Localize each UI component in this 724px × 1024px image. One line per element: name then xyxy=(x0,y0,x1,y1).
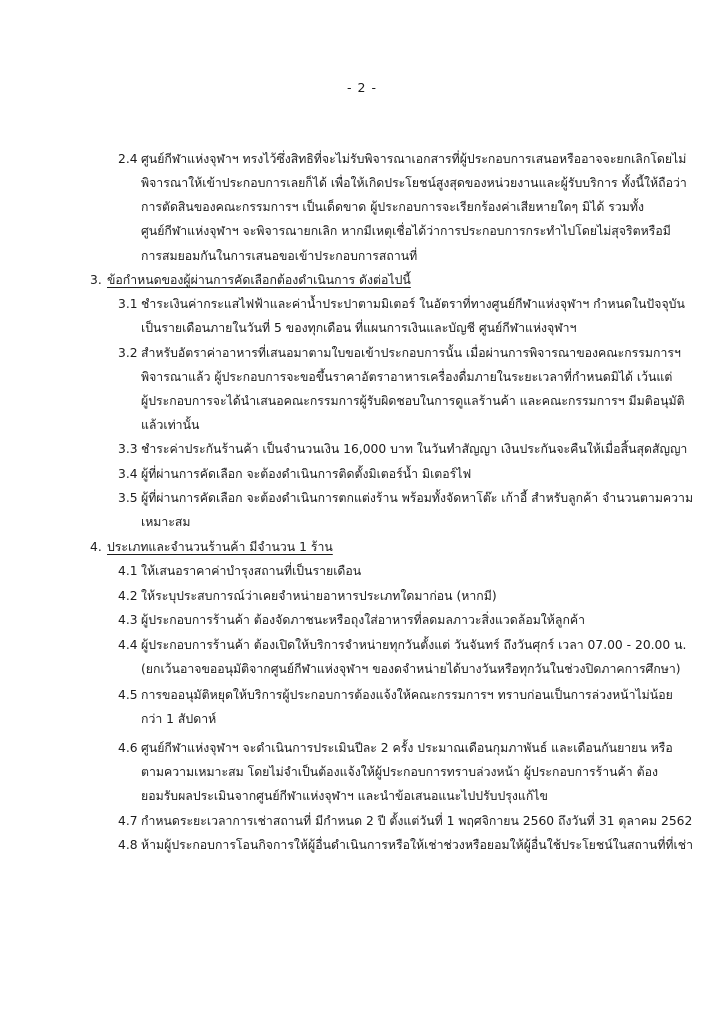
page-number: - 2 - xyxy=(347,80,377,95)
section-heading: ข้อกำหนดของผู้ผ่านการคัดเลือกต้องดำเนินการ ดังต่อไปนี้ xyxy=(107,273,411,287)
item-number: 4.1 xyxy=(118,564,138,578)
section-number: 4. xyxy=(90,540,102,554)
text-line: การตัดสินของคณะกรรมการฯ เป็นเด็ดขาด ผู้ประกอบการจะเรียกร้องค่าเสียหายใดๆ มิได้ รวมทั้ง xyxy=(141,200,644,214)
text-line: ศูนย์กีฬาแห่งจุฬาฯ จะพิจารณายกเลิก หากมีเหตุเชื่อได้ว่าการประกอบการกระทำไปโดยไม่สุจริตหรือมี xyxy=(141,224,671,238)
text-line: ผู้ประกอบการร้านค้า ต้องเปิดให้บริการจำหน่ายทุกวันตั้งแต่ วันจันทร์ ถึงวันศุกร์ เวลา 07.00 - 20.00 น. xyxy=(141,638,687,652)
text-line: ชำระค่าประกันร้านค้า เป็นจำนวนเงิน 16,000 บาท ในวันทำสัญญา เงินประกันจะคืนให้เมื่อสิ้นสุดสัญญา xyxy=(141,442,688,456)
section-number: 3. xyxy=(90,273,102,287)
text-line: พิจารณาให้เข้าประกอบการเลยก็ได้ เพื่อให้เกิดประโยชน์สูงสุดของหน่วยงานและผู้รับบริการ ทั้งนี้ให้ถือว่า xyxy=(141,176,687,190)
text-line: ให้ระบุประสบการณ์ว่าเคยจำหน่ายอาหารประเภทใดมาก่อน (หากมี) xyxy=(141,589,497,603)
text-line: ชำระเงินค่ากระแสไฟฟ้าและค่าน้ำประปาตามมิเตอร์ ในอัตราที่ทางศูนย์กีฬาแห่งจุฬาฯ กำหนดในปัจจุบัน xyxy=(141,297,685,311)
text-line: การขออนุมัติหยุดให้บริการผู้ประกอบการต้องแจ้งให้คณะกรรมการฯ ทราบก่อนเป็นการล่วงหน้าไม่น้อย xyxy=(141,688,673,702)
text-line: การสมยอมกันในการเสนอขอเข้าประกอบการสถานที่ xyxy=(141,249,418,263)
item-number: 3.3 xyxy=(118,442,138,456)
text-line: ผู้ประกอบการร้านค้า ต้องจัดภาชนะหรือถุงใส่อาหารที่ลดมลภาวะสิ่งแวดล้อมให้ลูกค้า xyxy=(141,613,586,627)
text-line: ยอมรับผลประเมินจากศูนย์กีฬาแห่งจุฬาฯ และนำข้อเสนอแนะไปปรับปรุงแก้ไข xyxy=(141,789,548,803)
item-number: 3.5 xyxy=(118,491,138,505)
item-number: 4.4 xyxy=(118,638,138,652)
text-line: พิจารณาแล้ว ผู้ประกอบการจะขอขึ้นราคาอัตราอาหารเครื่องดื่มภายในระยะเวลาที่กำหนดมิได้ เว้นแต่ xyxy=(141,370,673,384)
text-line: กำหนดระยะเวลาการเช่าสถานที่ มีกำหนด 2 ปี ตั้งแต่วันที่ 1 พฤศจิกายน 2560 ถึงวันที่ 31 ตุลาคม 2562 xyxy=(141,814,693,828)
item-number: 3.4 xyxy=(118,467,138,481)
item-number: 3.2 xyxy=(118,346,138,360)
section-heading: ประเภทและจำนวนร้านค้า มีจำนวน 1 ร้าน xyxy=(107,540,333,554)
text-line: เป็นรายเดือนภายในวันที่ 5 ของทุกเดือน ที่แผนการเงินและบัญชี ศูนย์กีฬาแห่งจุฬาฯ xyxy=(141,321,577,335)
text-line: ผู้ที่ผ่านการคัดเลือก จะต้องดำเนินการตกแต่งร้าน พร้อมทั้งจัดหาโต๊ะ เก้าอี้ สำหรับลูกค้า จำนวนตามความ xyxy=(141,491,694,505)
item-number: 4.6 xyxy=(118,741,138,755)
item-number: 3.1 xyxy=(118,297,138,311)
item-number: 4.5 xyxy=(118,688,138,702)
text-line: สำหรับอัตราค่าอาหารที่เสนอมาตามใบขอเข้าประกอบการนั้น เมื่อผ่านการพิจารณาของคณะกรรมการฯ xyxy=(141,346,681,360)
text-line: ศูนย์กีฬาแห่งจุฬาฯ จะดำเนินการประเมินปีละ 2 ครั้ง ประมาณเดือนกุมภาพันธ์ และเดือนกันยายน หรือ xyxy=(141,741,673,755)
text-line: ผู้ประกอบการจะได้นำเสนอคณะกรรมการผู้รับผิดชอบในการดูแลร้านค้า และคณะกรรมการฯ มีมติอนุมัติ xyxy=(141,394,685,408)
text-line: แล้วเท่านั้น xyxy=(141,418,200,432)
text-line: ตามความเหมาะสม โดยไม่จำเป็นต้องแจ้งให้ผู้ประกอบการทราบล่วงหน้า ผู้ประกอบการร้านค้า ต้อง xyxy=(141,765,658,779)
item-number: 4.3 xyxy=(118,613,138,627)
text-line: (ยกเว้นอาจขออนุมัติจากศูนย์กีฬาแห่งจุฬาฯ ของดจำหน่ายได้บางวันหรือทุกวันในช่วงปิดภาคการศึกษา) xyxy=(141,662,681,676)
item-number: 4.2 xyxy=(118,589,138,603)
item-number: 4.7 xyxy=(118,814,138,828)
text-line: ห้ามผู้ประกอบการโอนกิจการให้ผู้อื่นดำเนินการหรือให้เช่าช่วงหรือยอมให้ผู้อื่นใช้ประโยชน์ในสถานที่ที่เช่า xyxy=(141,838,693,852)
text-line: เหมาะสม xyxy=(141,515,191,529)
text-line: ศูนย์กีฬาแห่งจุฬาฯ ทรงไว้ซึ่งสิทธิที่จะไม่รับพิจารณาเอกสารที่ผู้ประกอบการเสนอหรืออาจจะยกเลิกโดยไม่ xyxy=(141,152,687,166)
item-number: 4.8 xyxy=(118,838,138,852)
text-line: ผู้ที่ผ่านการคัดเลือก จะต้องดำเนินการติดตั้งมิเตอร์น้ำ มิเตอร์ไฟ xyxy=(141,467,472,481)
text-line: ให้เสนอราคาค่าบำรุงสถานที่เป็นรายเดือน xyxy=(141,564,362,578)
text-line: กว่า 1 สัปดาห์ xyxy=(141,712,217,726)
item-number: 2.4 xyxy=(118,152,138,166)
